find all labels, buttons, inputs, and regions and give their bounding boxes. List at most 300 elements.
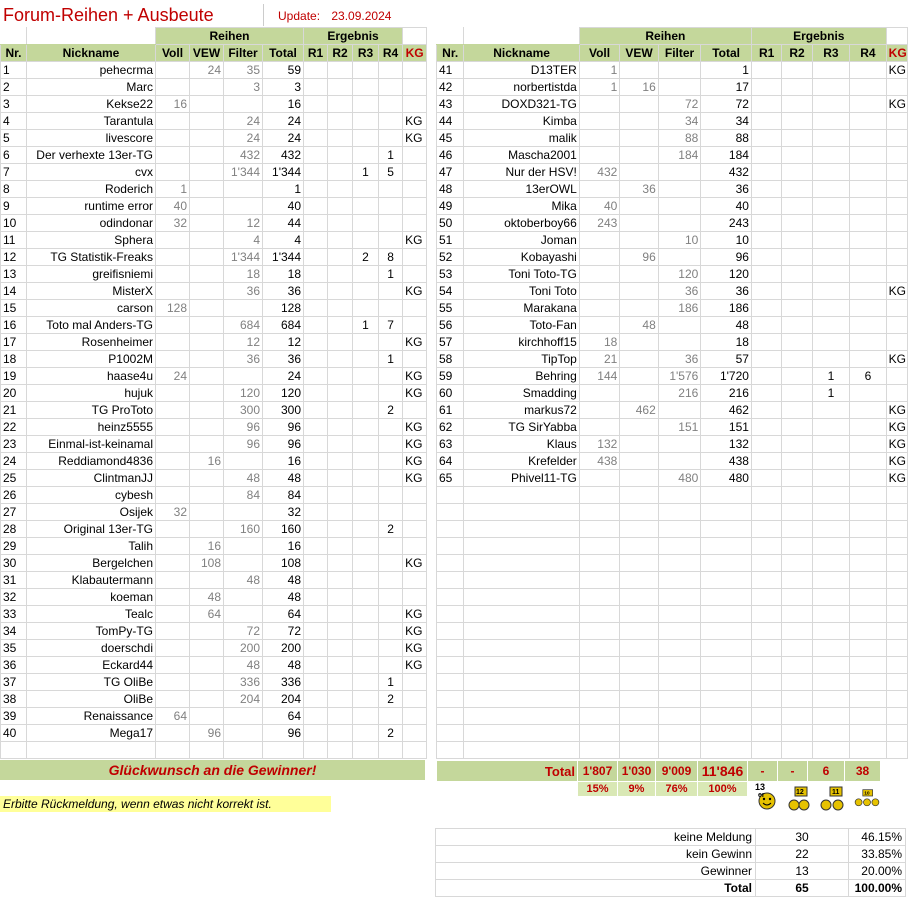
row-r3: [353, 725, 379, 742]
row-vew: [620, 130, 658, 147]
row-r2: [782, 130, 812, 147]
row-nickname: cybesh: [27, 487, 156, 504]
row-kg: [403, 300, 427, 317]
empty-row: [437, 640, 908, 657]
row-nr: 59: [437, 368, 464, 385]
row-nickname: ClintmanJJ: [27, 470, 156, 487]
row-total: 96: [701, 249, 752, 266]
table-row: [437, 470, 908, 487]
total-r3: 6: [808, 761, 845, 782]
row-total: 151: [701, 419, 752, 436]
row-r1: [304, 402, 328, 419]
row-vew: [190, 113, 224, 130]
row-r1: [751, 147, 781, 164]
row-vew: 108: [190, 555, 224, 572]
row-r3: [353, 198, 379, 215]
row-voll: [156, 62, 190, 79]
row-filter: [224, 453, 263, 470]
row-vew: [190, 504, 224, 521]
row-nickname: pehecrma: [27, 62, 156, 79]
row-r3: [353, 385, 379, 402]
row-filter: [224, 555, 263, 572]
table-row: [1, 555, 427, 572]
row-vew: [190, 691, 224, 708]
row-r4: [379, 198, 403, 215]
row-filter: [658, 181, 701, 198]
row-r1: [751, 402, 781, 419]
row-r3: [353, 691, 379, 708]
row-voll: [156, 147, 190, 164]
row-voll: [579, 283, 620, 300]
row-r2: [328, 606, 353, 623]
row-r1: [751, 130, 781, 147]
col-filter: Filter: [224, 45, 263, 62]
row-kg: KG: [403, 470, 427, 487]
left-results-table: [0, 27, 427, 759]
empty-row: [437, 589, 908, 606]
row-voll: 40: [579, 198, 620, 215]
row-vew: 96: [620, 249, 658, 266]
row-kg: [403, 538, 427, 555]
row-total: 120: [263, 385, 304, 402]
row-kg: [403, 521, 427, 538]
row-vew: [190, 657, 224, 674]
row-total: 186: [701, 300, 752, 317]
row-r4: [379, 623, 403, 640]
row-total: 243: [701, 215, 752, 232]
row-kg: KG: [403, 623, 427, 640]
row-r4: [379, 334, 403, 351]
row-nr: 27: [1, 504, 27, 521]
row-nickname: Mega17: [27, 725, 156, 742]
row-nr: 38: [1, 691, 27, 708]
row-total: 48: [263, 572, 304, 589]
row-kg: KG: [403, 419, 427, 436]
row-filter: 12: [224, 215, 263, 232]
row-kg: KG: [403, 113, 427, 130]
table-row: [1, 487, 427, 504]
row-r4: [850, 113, 887, 130]
row-r1: [304, 589, 328, 606]
row-r2: [782, 334, 812, 351]
row-r1: [751, 79, 781, 96]
table-row: [437, 249, 908, 266]
row-kg: [886, 232, 907, 249]
row-nr: 54: [437, 283, 464, 300]
row-nickname: TG OliBe: [27, 674, 156, 691]
row-nickname: Marakana: [464, 300, 579, 317]
row-r1: [751, 62, 781, 79]
row-r1: [751, 419, 781, 436]
row-r1: [751, 385, 781, 402]
row-nickname: Kobayashi: [464, 249, 579, 266]
row-r3: [353, 589, 379, 606]
row-r3: [353, 130, 379, 147]
row-vew: [190, 147, 224, 164]
svg-text:11: 11: [832, 789, 840, 796]
row-total: 432: [701, 164, 752, 181]
row-nickname: haase4u: [27, 368, 156, 385]
row-filter: 3: [224, 79, 263, 96]
table-row: [437, 164, 908, 181]
summary-pct: 46.15%: [849, 829, 906, 846]
row-kg: KG: [403, 657, 427, 674]
row-voll: 128: [156, 300, 190, 317]
row-voll: [156, 470, 190, 487]
row-voll: 40: [156, 198, 190, 215]
row-r1: [751, 368, 781, 385]
table-row: [1, 453, 427, 470]
row-vew: [620, 232, 658, 249]
row-kg: [403, 96, 427, 113]
empty-row: [1, 742, 427, 759]
table-row: [1, 266, 427, 283]
row-nickname: Reddiamond4836: [27, 453, 156, 470]
ergebnis-header: Ergebnis: [751, 28, 886, 45]
row-voll: 1: [156, 181, 190, 198]
row-r3: [353, 538, 379, 555]
row-voll: 24: [156, 368, 190, 385]
row-total: 200: [263, 640, 304, 657]
empty-row: [437, 606, 908, 623]
row-r2: [328, 351, 353, 368]
row-filter: [658, 334, 701, 351]
total-voll: 1'807: [578, 761, 618, 782]
row-r3: [812, 249, 849, 266]
row-filter: [224, 708, 263, 725]
row-total: 128: [263, 300, 304, 317]
row-total: 3: [263, 79, 304, 96]
row-nr: 10: [1, 215, 27, 232]
row-r3: [353, 708, 379, 725]
table-row: [1, 164, 427, 181]
row-total: 132: [701, 436, 752, 453]
row-r3: [353, 283, 379, 300]
row-vew: [620, 385, 658, 402]
row-r4: [850, 147, 887, 164]
table-row: [1, 436, 427, 453]
table-row: [1, 385, 427, 402]
row-nickname: Mika: [464, 198, 579, 215]
row-r4: [850, 96, 887, 113]
row-kg: KG: [403, 640, 427, 657]
row-r2: [328, 623, 353, 640]
row-voll: [579, 419, 620, 436]
row-nr: 61: [437, 402, 464, 419]
col-voll: Voll: [579, 45, 620, 62]
row-total: 48: [263, 657, 304, 674]
row-voll: [156, 623, 190, 640]
row-filter: [224, 538, 263, 555]
row-nr: 55: [437, 300, 464, 317]
row-r2: [782, 215, 812, 232]
row-nr: 36: [1, 657, 27, 674]
row-r1: [304, 419, 328, 436]
row-nickname: Nur der HSV!: [464, 164, 579, 181]
row-filter: [224, 589, 263, 606]
row-total: 184: [701, 147, 752, 164]
row-r1: [304, 708, 328, 725]
row-r2: [328, 334, 353, 351]
row-nickname: Mascha2001: [464, 147, 579, 164]
row-r3: [812, 283, 849, 300]
row-r2: [782, 232, 812, 249]
row-r1: [304, 130, 328, 147]
row-vew: [190, 351, 224, 368]
row-total: 48: [263, 470, 304, 487]
winner-icons: [753, 779, 908, 813]
row-r4: [379, 385, 403, 402]
row-vew: [190, 283, 224, 300]
row-nickname: odindonar: [27, 215, 156, 232]
row-vew: [620, 470, 658, 487]
row-filter: [224, 181, 263, 198]
row-r1: [304, 334, 328, 351]
row-filter: 72: [658, 96, 701, 113]
row-r2: [782, 283, 812, 300]
row-kg: [403, 725, 427, 742]
row-r3: [812, 96, 849, 113]
row-vew: [190, 215, 224, 232]
row-nr: 53: [437, 266, 464, 283]
row-r2: [328, 589, 353, 606]
row-vew: 16: [190, 453, 224, 470]
row-r4: [850, 266, 887, 283]
row-nickname: Kekse22: [27, 96, 156, 113]
row-nickname: kirchhoff15: [464, 334, 579, 351]
row-total: 684: [263, 317, 304, 334]
row-voll: [579, 147, 620, 164]
col-r4: R4: [850, 45, 887, 62]
summary-pct: 100.00%: [849, 880, 906, 897]
row-r4: [850, 351, 887, 368]
row-kg: KG: [886, 436, 907, 453]
row-kg: KG: [403, 283, 427, 300]
row-voll: [156, 283, 190, 300]
row-nickname: OliBe: [27, 691, 156, 708]
row-kg: [886, 368, 907, 385]
row-voll: [156, 130, 190, 147]
row-voll: 18: [579, 334, 620, 351]
row-kg: [403, 317, 427, 334]
row-nr: 13: [1, 266, 27, 283]
row-filter: 36: [658, 283, 701, 300]
row-nr: 46: [437, 147, 464, 164]
row-filter: 96: [224, 436, 263, 453]
row-r1: [304, 555, 328, 572]
row-r2: [328, 300, 353, 317]
row-r2: [328, 249, 353, 266]
svg-text:10: 10: [864, 791, 870, 797]
row-total: 336: [263, 674, 304, 691]
row-r1: [751, 470, 781, 487]
row-vew: [620, 215, 658, 232]
row-nr: 14: [1, 283, 27, 300]
row-r1: [304, 385, 328, 402]
row-nickname: Toni Toto-TG: [464, 266, 579, 283]
row-kg: [886, 385, 907, 402]
row-r1: [304, 470, 328, 487]
row-r4: [379, 504, 403, 521]
row-nickname: Renaissance: [27, 708, 156, 725]
row-r1: [751, 232, 781, 249]
row-r4: 2: [379, 521, 403, 538]
row-voll: [579, 470, 620, 487]
row-total: 24: [263, 113, 304, 130]
row-voll: 438: [579, 453, 620, 470]
row-vew: [190, 623, 224, 640]
row-r3: [353, 674, 379, 691]
row-vew: 462: [620, 402, 658, 419]
row-r3: [812, 62, 849, 79]
row-total: 64: [263, 708, 304, 725]
page-title: Forum-Reihen + Ausbeute: [3, 5, 214, 25]
row-r4: 2: [379, 691, 403, 708]
row-r2: [328, 147, 353, 164]
table-row: [437, 62, 908, 79]
update-info: [263, 4, 399, 26]
row-r4: 1: [379, 674, 403, 691]
row-r3: 1: [353, 164, 379, 181]
summary-pct: 20.00%: [849, 863, 906, 880]
row-r3: [812, 198, 849, 215]
col-r3: R3: [812, 45, 849, 62]
row-r3: [353, 351, 379, 368]
row-r1: [751, 181, 781, 198]
row-total: 432: [263, 147, 304, 164]
row-total: 300: [263, 402, 304, 419]
row-nickname: Original 13er-TG: [27, 521, 156, 538]
row-vew: [620, 368, 658, 385]
row-r3: [812, 215, 849, 232]
table-row: [1, 300, 427, 317]
row-nickname: Krefelder: [464, 453, 579, 470]
row-nickname: Einmal-ist-keinamal: [27, 436, 156, 453]
row-r4: [850, 79, 887, 96]
row-total: 96: [263, 419, 304, 436]
row-nickname: Tarantula: [27, 113, 156, 130]
row-r4: 6: [850, 368, 887, 385]
row-total: 10: [701, 232, 752, 249]
row-vew: 36: [620, 181, 658, 198]
row-r1: [304, 504, 328, 521]
row-total: 1: [701, 62, 752, 79]
row-voll: [156, 79, 190, 96]
row-r1: [304, 623, 328, 640]
row-filter: [224, 198, 263, 215]
row-r4: 5: [379, 164, 403, 181]
row-nr: 49: [437, 198, 464, 215]
summary-label: keine Meldung: [436, 829, 756, 846]
row-nickname: runtime error: [27, 198, 156, 215]
row-kg: [403, 147, 427, 164]
table-row: [1, 198, 427, 215]
row-filter: [658, 215, 701, 232]
total-r2: -: [778, 761, 808, 782]
empty-row: [437, 555, 908, 572]
row-r3: [353, 368, 379, 385]
row-r3: 2: [353, 249, 379, 266]
row-kg: [403, 351, 427, 368]
row-kg: [886, 215, 907, 232]
col-r1: R1: [751, 45, 781, 62]
row-r1: [751, 317, 781, 334]
row-total: 1'720: [701, 368, 752, 385]
row-r3: [353, 215, 379, 232]
row-nickname: TipTop: [464, 351, 579, 368]
row-r3: 1: [812, 368, 849, 385]
row-r2: [782, 266, 812, 283]
row-voll: [156, 385, 190, 402]
row-nr: 16: [1, 317, 27, 334]
row-vew: 48: [620, 317, 658, 334]
row-kg: [886, 317, 907, 334]
col-r2: R2: [328, 45, 353, 62]
table-row: [437, 130, 908, 147]
row-r1: [304, 606, 328, 623]
table-row: [437, 317, 908, 334]
row-vew: 48: [190, 589, 224, 606]
row-r3: [812, 419, 849, 436]
row-vew: [190, 436, 224, 453]
row-r2: [328, 164, 353, 181]
row-nr: 25: [1, 470, 27, 487]
row-nr: 33: [1, 606, 27, 623]
row-total: 36: [263, 351, 304, 368]
row-voll: 144: [579, 368, 620, 385]
row-nickname: MisterX: [27, 283, 156, 300]
row-r1: [304, 249, 328, 266]
row-r4: 8: [379, 249, 403, 266]
row-nickname: doerschdi: [27, 640, 156, 657]
row-r1: [304, 181, 328, 198]
row-total: 1'344: [263, 164, 304, 181]
row-r1: [304, 113, 328, 130]
row-voll: [156, 317, 190, 334]
row-nr: 5: [1, 130, 27, 147]
row-filter: [658, 317, 701, 334]
row-r4: [379, 487, 403, 504]
row-filter: [224, 725, 263, 742]
empty-row: [437, 674, 908, 691]
row-r4: [379, 130, 403, 147]
row-nr: 3: [1, 96, 27, 113]
row-r2: [328, 113, 353, 130]
empty-row: [437, 572, 908, 589]
row-r1: [304, 351, 328, 368]
row-voll: [579, 249, 620, 266]
row-nr: 22: [1, 419, 27, 436]
row-filter: 34: [658, 113, 701, 130]
col-total: Total: [701, 45, 752, 62]
table-row: [1, 419, 427, 436]
row-voll: [156, 725, 190, 742]
row-nr: 47: [437, 164, 464, 181]
row-r3: [353, 402, 379, 419]
row-kg: KG: [403, 385, 427, 402]
row-vew: 24: [190, 62, 224, 79]
row-voll: 32: [156, 504, 190, 521]
col-r2: R2: [782, 45, 812, 62]
row-vew: [190, 708, 224, 725]
row-kg: KG: [886, 62, 907, 79]
row-r4: [850, 317, 887, 334]
row-r4: [379, 79, 403, 96]
row-nr: 37: [1, 674, 27, 691]
table-row: [1, 623, 427, 640]
row-voll: 432: [579, 164, 620, 181]
row-r4: 1: [379, 147, 403, 164]
